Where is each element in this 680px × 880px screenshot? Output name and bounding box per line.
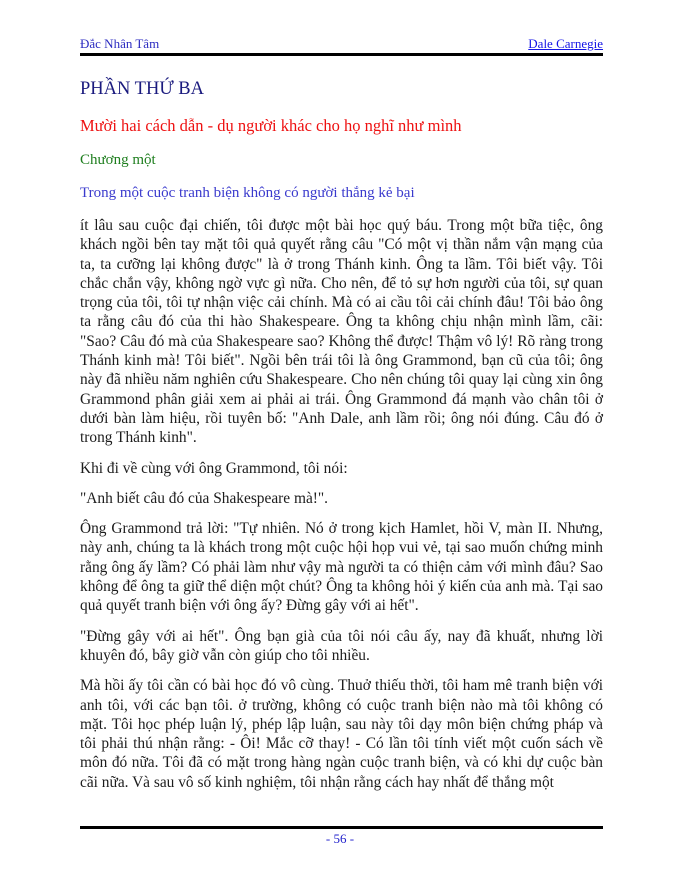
chapter-label: Chương một xyxy=(80,152,156,168)
footer-rule xyxy=(80,826,603,829)
page-content xyxy=(80,36,603,792)
paragraph: ít lâu sau cuộc đại chiến, tôi được một bài học quý báu. Trong một bữa tiệc, ông khách ngồi bên tay mặt tôi quả quyết rằng câu "Có một vị thần nắm vận mạng của ta, ta cưỡng lại không được" là ở trong Thánh kinh. Ông ta lầm. Tôi biết vậy. Tôi chắc chắn vậy, không ngờ vực gì nữa. Cho nên, để tỏ sự hơn người của tôi, sự quan trọng của tôi, tôi tự nhận việc cải chính. Mà có ai cầu tôi cải chính đâu! Tôi bảo ông ta rằng câu đó của thi hào Shakespeare. Ông ta không chịu nhận mình lầm, cãi: "Sao? Câu đó mà của Shakespeare sao? Không thể được! Thậm vô lý! Rõ ràng trong Thánh kinh mà! Tôi biết". Ngồi bên trái tôi là ông Grammond, bạn cũ của tôi; ông này đã nhiều năm nghiên cứu Shakespeare. Cho nên chúng tôi quay lại cùng xin ông Grammond phân giải xem ai phải ai trái. Ông Grammond đá mạnh vào chân tôi ở dưới bàn làm hiệu, rồi tuyên bố: "Anh Dale, anh lầm rồi; ông nói đúng. Câu đó ở trong Thánh kinh". xyxy=(80,217,603,447)
body-text xyxy=(80,216,603,792)
paragraph: Khi đi về cùng với ông Grammond, tôi nói: xyxy=(80,459,348,477)
chapter-title: Trong một cuộc tranh biện không có người thắng kẻ bại xyxy=(80,185,415,201)
part-subtitle: Mười hai cách dẫn - dụ người khác cho họ nghĩ như mình xyxy=(80,116,462,135)
paragraph: Mà hồi ấy tôi cần có bài học đó vô cùng. Thuở thiếu thời, tôi ham mê tranh biện với anh tôi, với các bạn tôi. ở trường, không có cuộc tranh biện nào mà tôi không có mặt. Tôi học phép luận lý, phép lập luận, sau này tôi dạy môn biện chứng pháp và tôi phải thú nhận rằng: - Ôi! Mắc cỡ thay! - Có lần tôi tính viết một cuốn sách về môn đó nữa. Tôi đã có mặt trong hàng ngàn cuộc tranh biện, và có khi dự cuộc bàn cãi nữa. Và sau vô số kinh nghiệm, tôi nhận rằng cách hay nhất để thắng một xyxy=(80,677,603,791)
paragraph: Ông Grammond trả lời: "Tự nhiên. Nó ở trong kịch Hamlet, hồi V, màn II. Nhưng, này anh, chúng ta là khách trong một cuộc hội họp vui vẻ, tại sao muốn chứng minh rằng ông ấy lầm? Có phải làm như vậy mà người ta có thiện cảm với mình đâu? Sao không để ông ta giữ thể diện một chút? Ông ta không hỏi ý kiến của anh mà. Tại sao quả quyết tranh biện với ông ấy? Đừng gây với ai hết". xyxy=(80,520,603,615)
running-header xyxy=(80,36,603,51)
header-rule xyxy=(80,53,603,56)
header-book-title: Đắc Nhân Tâm xyxy=(80,36,160,51)
paragraph: "Đừng gây với ai hết". Ông bạn già của tôi nói câu ấy, nay đã khuất, nhưng lời khuyên đó, bây giờ vẫn còn giúp cho tôi nhiều. xyxy=(80,627,603,664)
header-author-link[interactable]: Dale Carnegie xyxy=(528,36,603,51)
page-number: - 56 - xyxy=(325,831,355,846)
paragraph: "Anh biết câu đó của Shakespeare mà!". xyxy=(80,489,329,507)
part-title: PHẦN THỨ BA xyxy=(80,79,204,99)
